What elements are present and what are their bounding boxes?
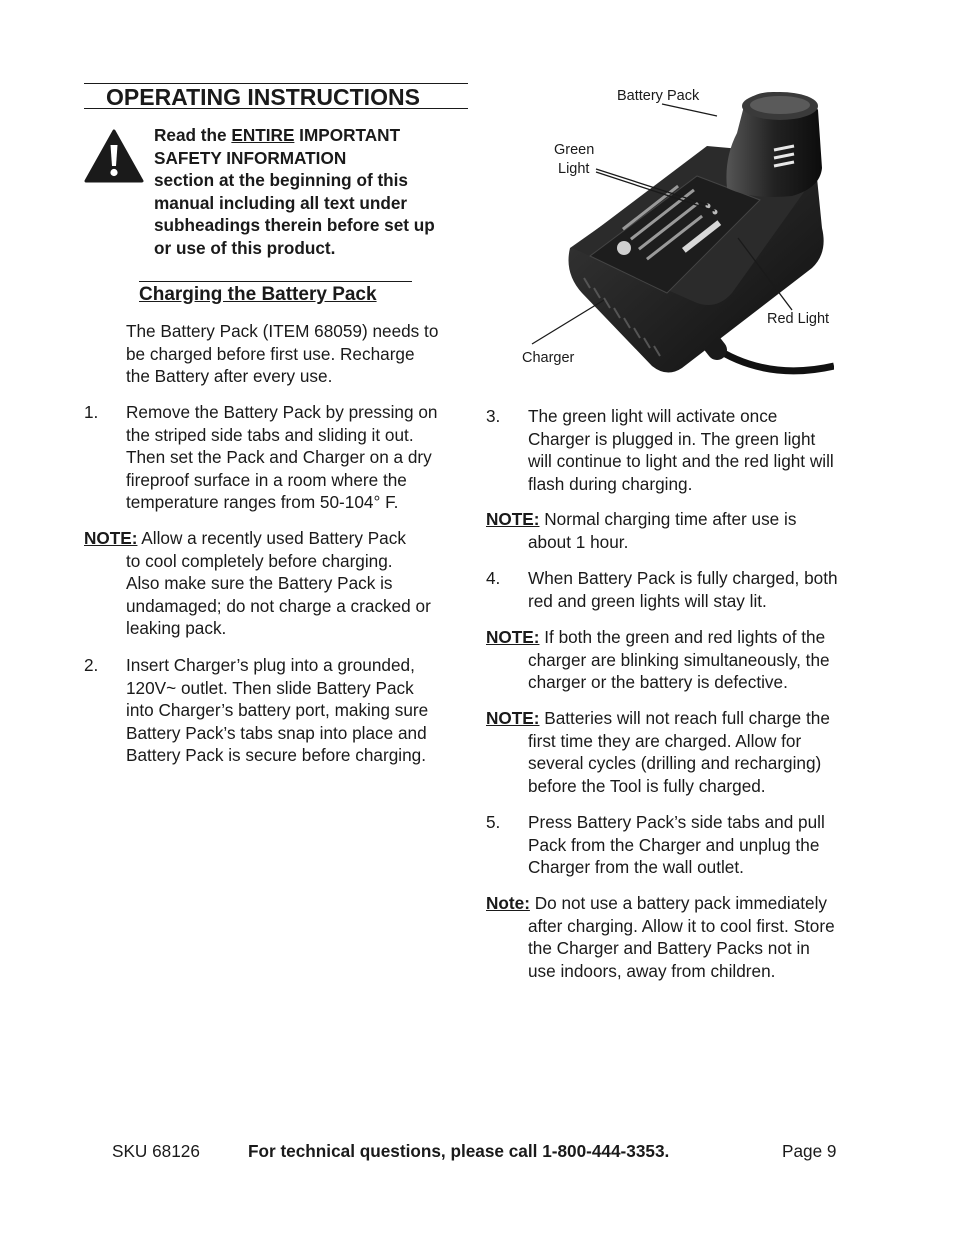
charger-photo xyxy=(512,88,834,378)
intro-paragraph: The Battery Pack (ITEM 68059) needs to be charged before first use. Recharge the Battery after every use. xyxy=(126,321,439,387)
note-charging-time: NOTE: Normal charging time after use is about 1 hour. xyxy=(486,509,797,552)
footer-page-number: Page 9 xyxy=(782,1141,837,1161)
caption-green-light-line1: Green xyxy=(554,142,595,158)
caption-green-light-line2: Light xyxy=(558,161,590,177)
note-full-charge: NOTE: Batteries will not reach full charge the first time they are charged. Allow for several cycles (drilling and recharging) before the Tool is fully charged. xyxy=(486,708,830,796)
note-cool-battery: NOTE: Allow a recently used Battery Pack to cool completely before charging. Also make sure the Battery Pack is undamaged; do not charge a cracked or leaking pack. xyxy=(84,528,431,639)
subsection-title: Charging the Battery Pack xyxy=(139,281,412,308)
section-title: OPERATING INSTRUCTIONS xyxy=(84,83,468,109)
caption-red-light: Red Light xyxy=(767,311,830,327)
warning-icon xyxy=(84,129,144,183)
note-blinking-lights: NOTE: If both the green and red lights of the charger are blinking simultaneously, the charger or the battery is defective. xyxy=(486,627,830,693)
note-cool-storage: Note: Do not use a battery pack immediately after charging. Allow it to cool first. Store the Charger and Battery Packs not in use indoors, away from children. xyxy=(486,893,835,981)
caption-battery-pack: Battery Pack xyxy=(617,88,700,104)
entire-emphasis: ENTIRE xyxy=(231,125,295,145)
footer-sku: SKU 68126 xyxy=(112,1141,200,1161)
footer-tech-support: For technical questions, please call 1-800-444-3353. xyxy=(248,1141,670,1161)
caption-charger: Charger xyxy=(522,350,575,366)
safety-warning: Read the ENTIRE IMPORTANT SAFETY INFORMATION section at the beginning of this manual including all text under subheadings therein before set up or use of this product. xyxy=(154,125,435,258)
